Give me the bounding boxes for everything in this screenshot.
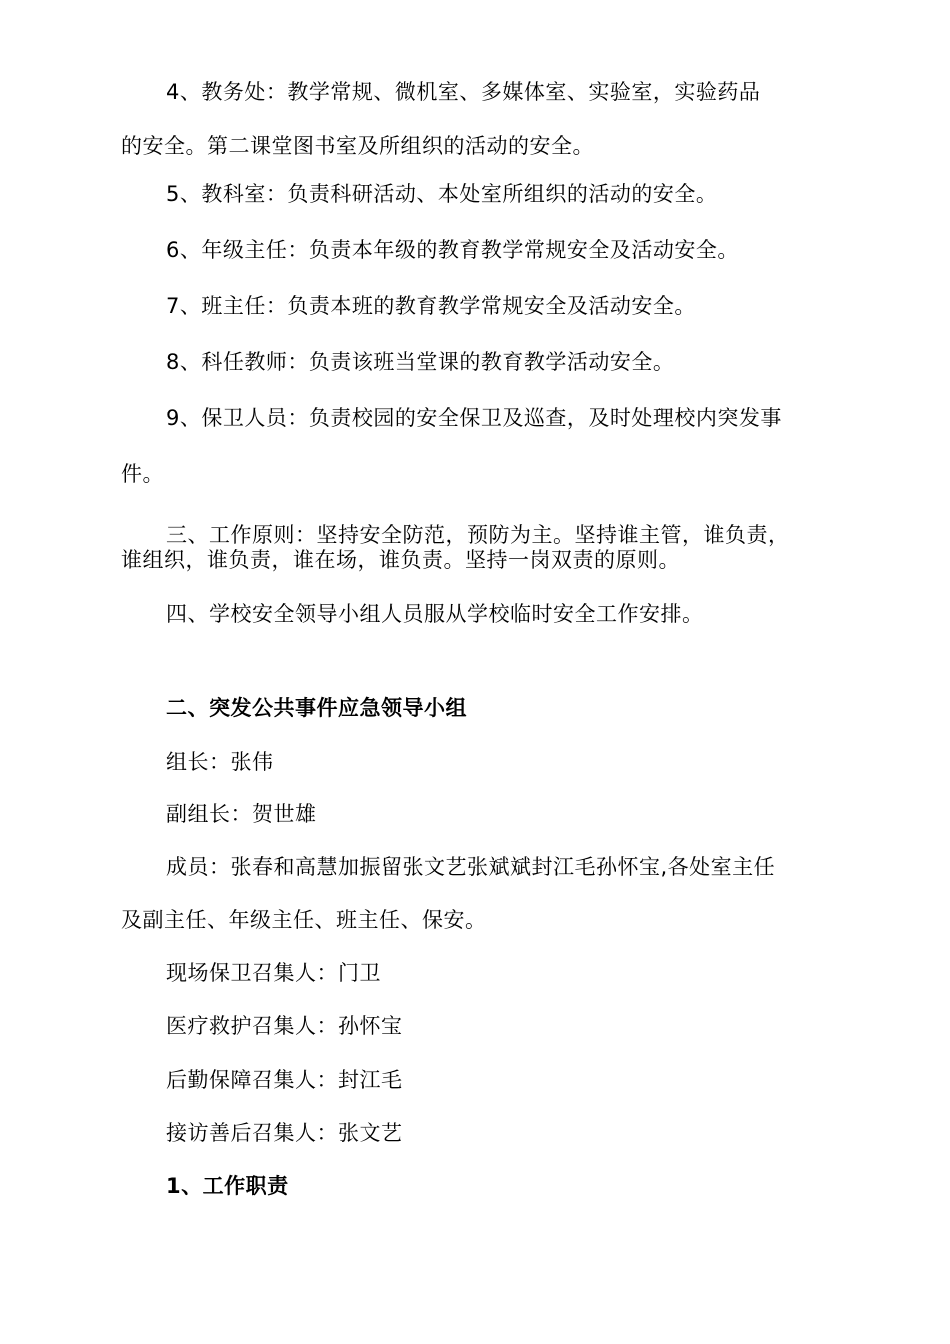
- paragraph-line: 现场保卫召集人：门卫: [166, 961, 381, 985]
- paragraph-line: 接访善后召集人：张文艺: [166, 1121, 403, 1145]
- paragraph-line: 谁组织，谁负责，谁在场，谁负责。坚持一岗双责的原则。: [121, 548, 680, 572]
- section-heading: 二、突发公共事件应急领导小组: [166, 696, 467, 720]
- subsection-heading: 1、工作职责: [166, 1174, 289, 1198]
- paragraph-line: 后勤保障召集人：封江毛: [166, 1068, 403, 1092]
- paragraph-line: 9、保卫人员：负责校园的安全保卫及巡查，及时处理校内突发事: [166, 406, 782, 430]
- paragraph-line: 5、教科室：负责科研活动、本处室所组织的活动的安全。: [166, 182, 718, 206]
- paragraph-line: 7、班主任：负责本班的教育教学常规安全及活动安全。: [166, 294, 696, 318]
- paragraph-line: 四、学校安全领导小组人员服从学校临时安全工作安排。: [166, 602, 704, 626]
- paragraph-line: 8、科任教师：负责该班当堂课的教育教学活动安全。: [166, 350, 675, 374]
- paragraph-line: 件。: [121, 462, 164, 486]
- paragraph-line: 副组长：贺世雄: [166, 802, 317, 826]
- paragraph-line: 6、年级主任：负责本年级的教育教学常规安全及活动安全。: [166, 238, 739, 262]
- paragraph-line: 组长：张伟: [166, 750, 274, 774]
- paragraph-line: 三、工作原则：坚持安全防范，预防为主。坚持谁主管，谁负责，: [166, 523, 790, 547]
- paragraph-line: 4、教务处：教学常规、微机室、多媒体室、实验室，实验药品: [166, 80, 761, 104]
- paragraph-line: 的安全。第二课堂图书室及所组织的活动的安全。: [121, 134, 594, 158]
- paragraph-line: 成员：张春和高慧加振留张文艺张斌斌封江毛孙怀宝,各处室主任: [166, 855, 776, 879]
- paragraph-line: 医疗救护召集人：孙怀宝: [166, 1014, 403, 1038]
- paragraph-line: 及副主任、年级主任、班主任、保安。: [121, 908, 487, 932]
